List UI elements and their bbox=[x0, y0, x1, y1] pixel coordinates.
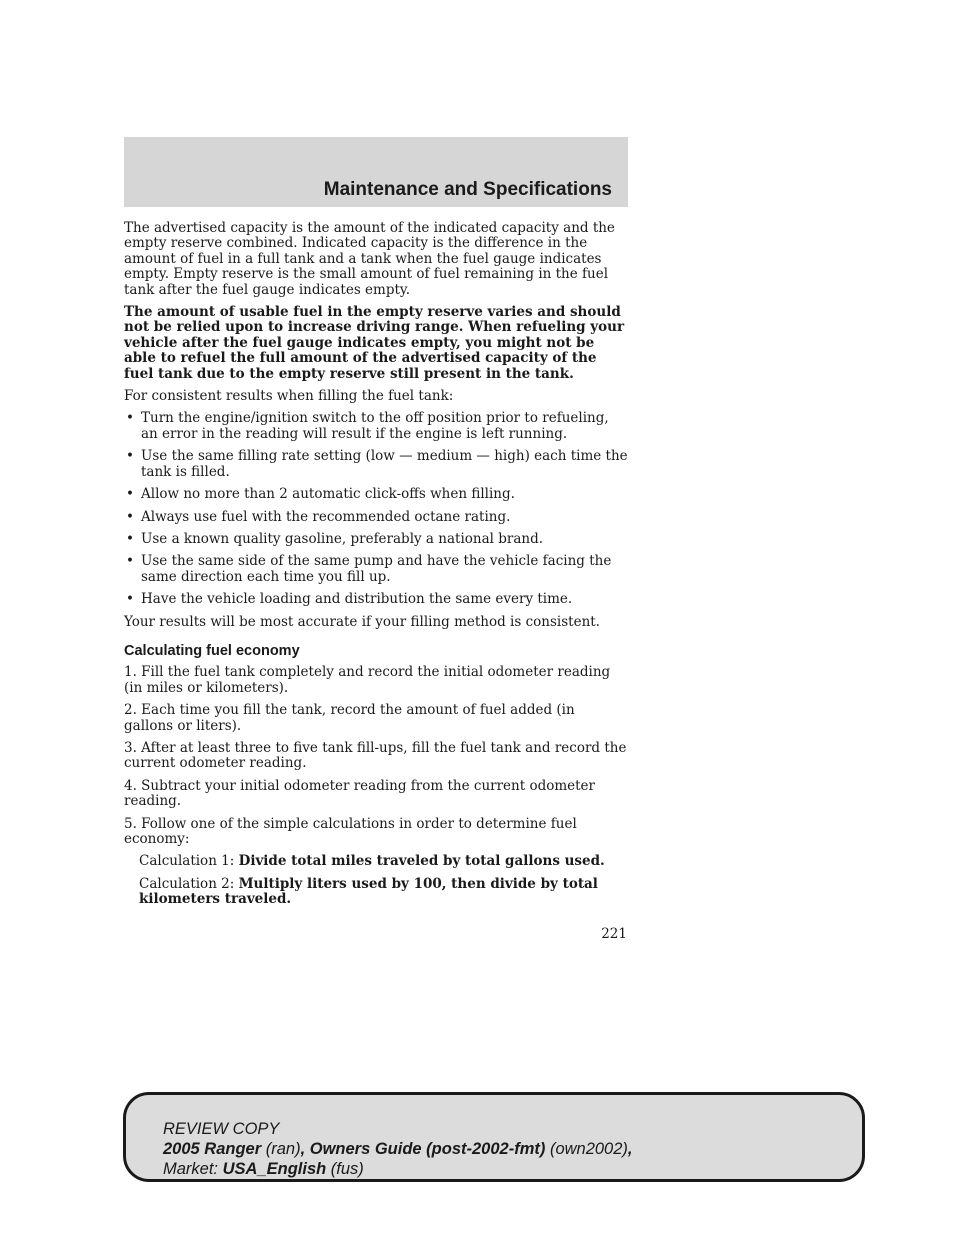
footer-market-line bbox=[163, 1159, 633, 1179]
footer-separator: , bbox=[300, 1140, 310, 1158]
list-item bbox=[124, 532, 628, 547]
list-item-text: Always use fuel with the recommended octane rating. bbox=[141, 508, 511, 525]
consistent-results-intro: For consistent results when filling the fuel tank: bbox=[124, 388, 454, 405]
list-item-text: Use the same side of the same pump and have the vehicle facing the same direction each time you fill up. bbox=[141, 553, 612, 585]
step-4: 4. Subtract your initial odometer reading from the current odometer reading. bbox=[124, 777, 595, 810]
calculation-1-text: Divide total miles traveled by total gallons used. bbox=[238, 853, 605, 870]
footer-model: 2005 Ranger bbox=[163, 1140, 262, 1158]
footer-separator: , bbox=[627, 1140, 633, 1158]
list-item bbox=[124, 411, 628, 442]
list-item bbox=[124, 592, 628, 607]
list-item-text: Use the same filling rate setting (low — medium — high) each time the tank is filled. bbox=[141, 448, 628, 480]
calculation-2 bbox=[124, 877, 628, 908]
list-item-text: Have the vehicle loading and distribution the same every time. bbox=[141, 591, 573, 608]
bullet-icon: • bbox=[126, 508, 134, 525]
calculation-1 bbox=[124, 854, 628, 869]
list-item-text: Turn the engine/ignition switch to the off position prior to refueling, an error in the reading will result if the engine is left running. bbox=[141, 410, 609, 442]
results-paragraph: Your results will be most accurate if your filling method is consistent. bbox=[124, 613, 600, 630]
calculation-1-label: Calculation 1: bbox=[139, 853, 239, 870]
list-item-text: Use a known quality gasoline, preferably a national brand. bbox=[141, 530, 544, 547]
footer-market: USA_English bbox=[222, 1160, 327, 1178]
step-3: 3. After at least three to five tank fill-ups, fill the fuel tank and record the current odometer reading. bbox=[124, 739, 627, 772]
advertised-capacity-paragraph: The advertised capacity is the amount of the indicated capacity and the empty reserve combined. Indicated capacity is the difference in the amount of fuel in a full tank and a tank when the fuel gauge indicates empty. Empty reserve is the small amount of fuel remaining in the fuel tank after the fuel gauge indicates empty. bbox=[124, 220, 615, 298]
section-title: Maintenance and Specifications bbox=[323, 179, 612, 200]
calculation-2-label: Calculation 2: bbox=[139, 875, 239, 892]
footer-model-line bbox=[163, 1139, 633, 1159]
bullet-icon: • bbox=[126, 553, 134, 570]
footer-text bbox=[163, 1119, 633, 1179]
footer-guide-code: (own2002) bbox=[545, 1140, 628, 1158]
subheading: Calculating fuel economy bbox=[124, 642, 300, 659]
list-item bbox=[124, 510, 628, 525]
footer-market-label: Market: bbox=[163, 1160, 223, 1178]
bullet-icon: • bbox=[126, 410, 134, 427]
page-number: 221 bbox=[601, 926, 627, 942]
footer-market-code: (fus) bbox=[326, 1160, 364, 1178]
header-band bbox=[124, 137, 628, 207]
step-1: 1. Fill the fuel tank completely and record the initial odometer reading (in miles or kilometers). bbox=[124, 664, 611, 696]
step-5: 5. Follow one of the simple calculations in order to determine fuel economy: bbox=[124, 815, 577, 847]
footer-guide: Owners Guide (post-2002-fmt) bbox=[309, 1140, 546, 1158]
list-item bbox=[124, 554, 628, 585]
list-item bbox=[124, 449, 628, 480]
review-copy-label: REVIEW COPY bbox=[163, 1120, 280, 1138]
footer-model-code: (ran) bbox=[261, 1140, 301, 1158]
list-item-text: Allow no more than 2 automatic click-offs when filling. bbox=[141, 486, 515, 503]
step-2: 2. Each time you fill the tank, record the amount of fuel added (in gallons or liters). bbox=[124, 702, 575, 734]
list-item bbox=[124, 487, 628, 502]
bullet-icon: • bbox=[126, 448, 134, 465]
bullet-icon: • bbox=[126, 530, 134, 547]
page-content bbox=[124, 221, 628, 915]
bullet-icon: • bbox=[126, 591, 134, 608]
calculation-2-text: Multiply liters used by 100, then divide by total kilometers traveled. bbox=[139, 875, 598, 908]
filling-tips-list bbox=[124, 411, 628, 607]
bullet-icon: • bbox=[126, 486, 134, 503]
review-copy-footer bbox=[123, 1092, 865, 1182]
empty-reserve-warning: The amount of usable fuel in the empty reserve varies and should not be relied upon to increase driving range. When refueling your vehicle after the fuel gauge indicates empty, you might not be able to refuel the full amount of the advertised capacity of the fuel tank due to the empty reserve still present in the tank. bbox=[124, 304, 625, 382]
